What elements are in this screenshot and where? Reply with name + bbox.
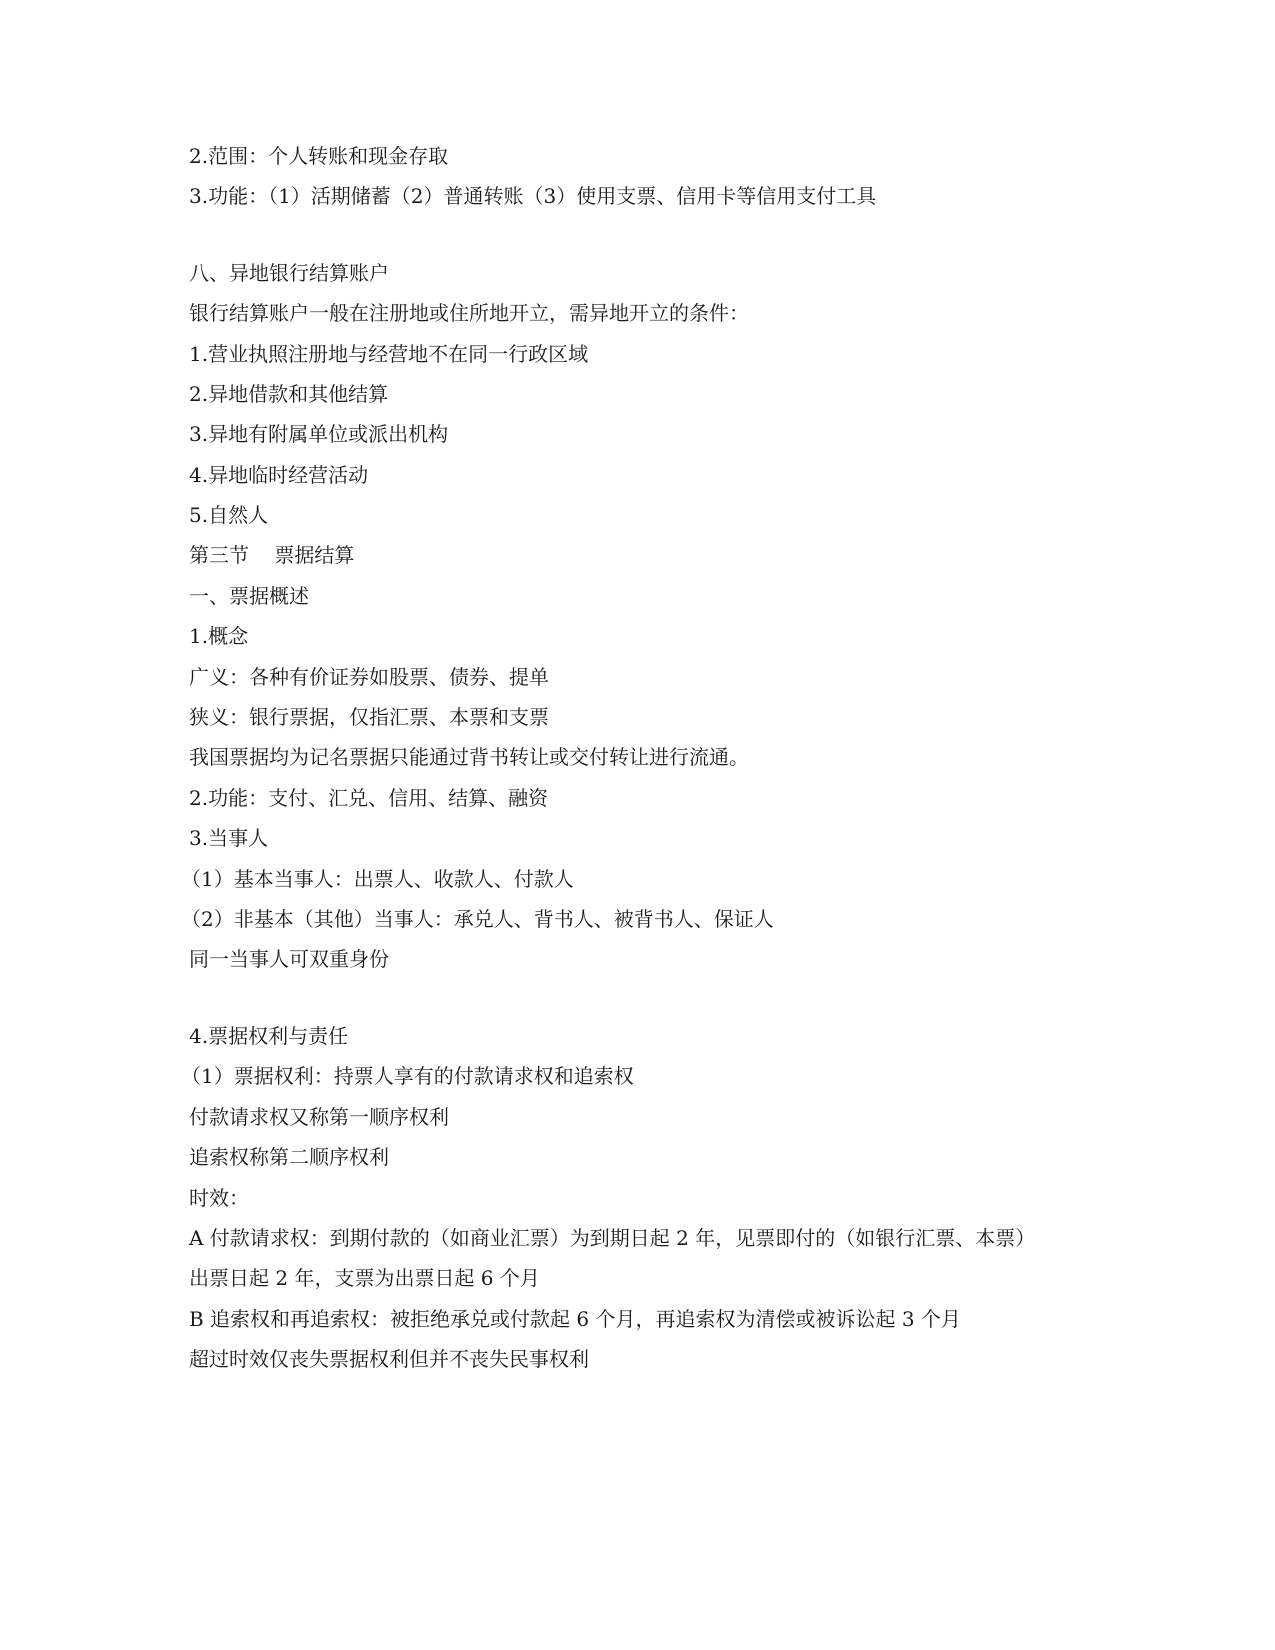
- section-heading: 八、异地银行结算账户: [189, 261, 389, 285]
- text-line: B 追索权和再追索权：被拒绝承兑或付款起 6 个月，再追索权为清偿或被诉讼起 3 个月: [189, 1307, 961, 1331]
- text-line: （1）票据权利：持票人享有的付款请求权和追索权: [181, 1064, 634, 1088]
- text-line: 2.范围：个人转账和现金存取: [189, 144, 449, 168]
- text-line: 3.当事人: [189, 826, 269, 850]
- text-line: 1.营业执照注册地与经营地不在同一行政区域: [189, 342, 589, 366]
- text-line: 我国票据均为记名票据只能通过背书转让或交付转让进行流通。: [189, 745, 749, 769]
- text-line: 时效：: [189, 1186, 249, 1210]
- text-line: 2.异地借款和其他结算: [189, 382, 389, 406]
- text-line: 付款请求权又称第一顺序权利: [189, 1105, 449, 1129]
- text-line: 4.票据权利与责任: [189, 1024, 349, 1048]
- text-line: 1.概念: [189, 624, 249, 648]
- text-line: 追索权称第二顺序权利: [189, 1145, 389, 1169]
- text-line: 同一当事人可双重身份: [189, 947, 389, 971]
- text-line: 出票日起 2 年，支票为出票日起 6 个月: [189, 1266, 540, 1290]
- text-line: （2）非基本（其他）当事人：承兑人、背书人、被背书人、保证人: [181, 907, 774, 931]
- text-line: 5.自然人: [189, 503, 269, 527]
- text-line: 3.功能：（1）活期储蓄（2）普通转账（3）使用支票、信用卡等信用支付工具: [189, 184, 877, 208]
- text-line: 3.异地有附属单位或派出机构: [189, 422, 449, 446]
- text-line: 2.功能：支付、汇兑、信用、结算、融资: [189, 786, 549, 810]
- text-line: 狭义：银行票据，仅指汇票、本票和支票: [189, 705, 549, 729]
- text-line: A 付款请求权：到期付款的（如商业汇票）为到期日起 2 年，见票即付的（如银行汇票、本票）: [189, 1226, 1036, 1250]
- text-line: 超过时效仅丧失票据权利但并不丧失民事权利: [189, 1347, 589, 1371]
- text-line: 银行结算账户一般在注册地或住所地开立，需异地开立的条件：: [189, 301, 749, 325]
- text-line: （1）基本当事人：出票人、收款人、付款人: [181, 867, 574, 891]
- section-title: 第三节 票据结算: [189, 543, 355, 567]
- section-heading: 一、票据概述: [189, 584, 309, 608]
- text-line: 4.异地临时经营活动: [189, 463, 369, 487]
- text-line: 广义：各种有价证券如股票、债券、提单: [189, 665, 549, 689]
